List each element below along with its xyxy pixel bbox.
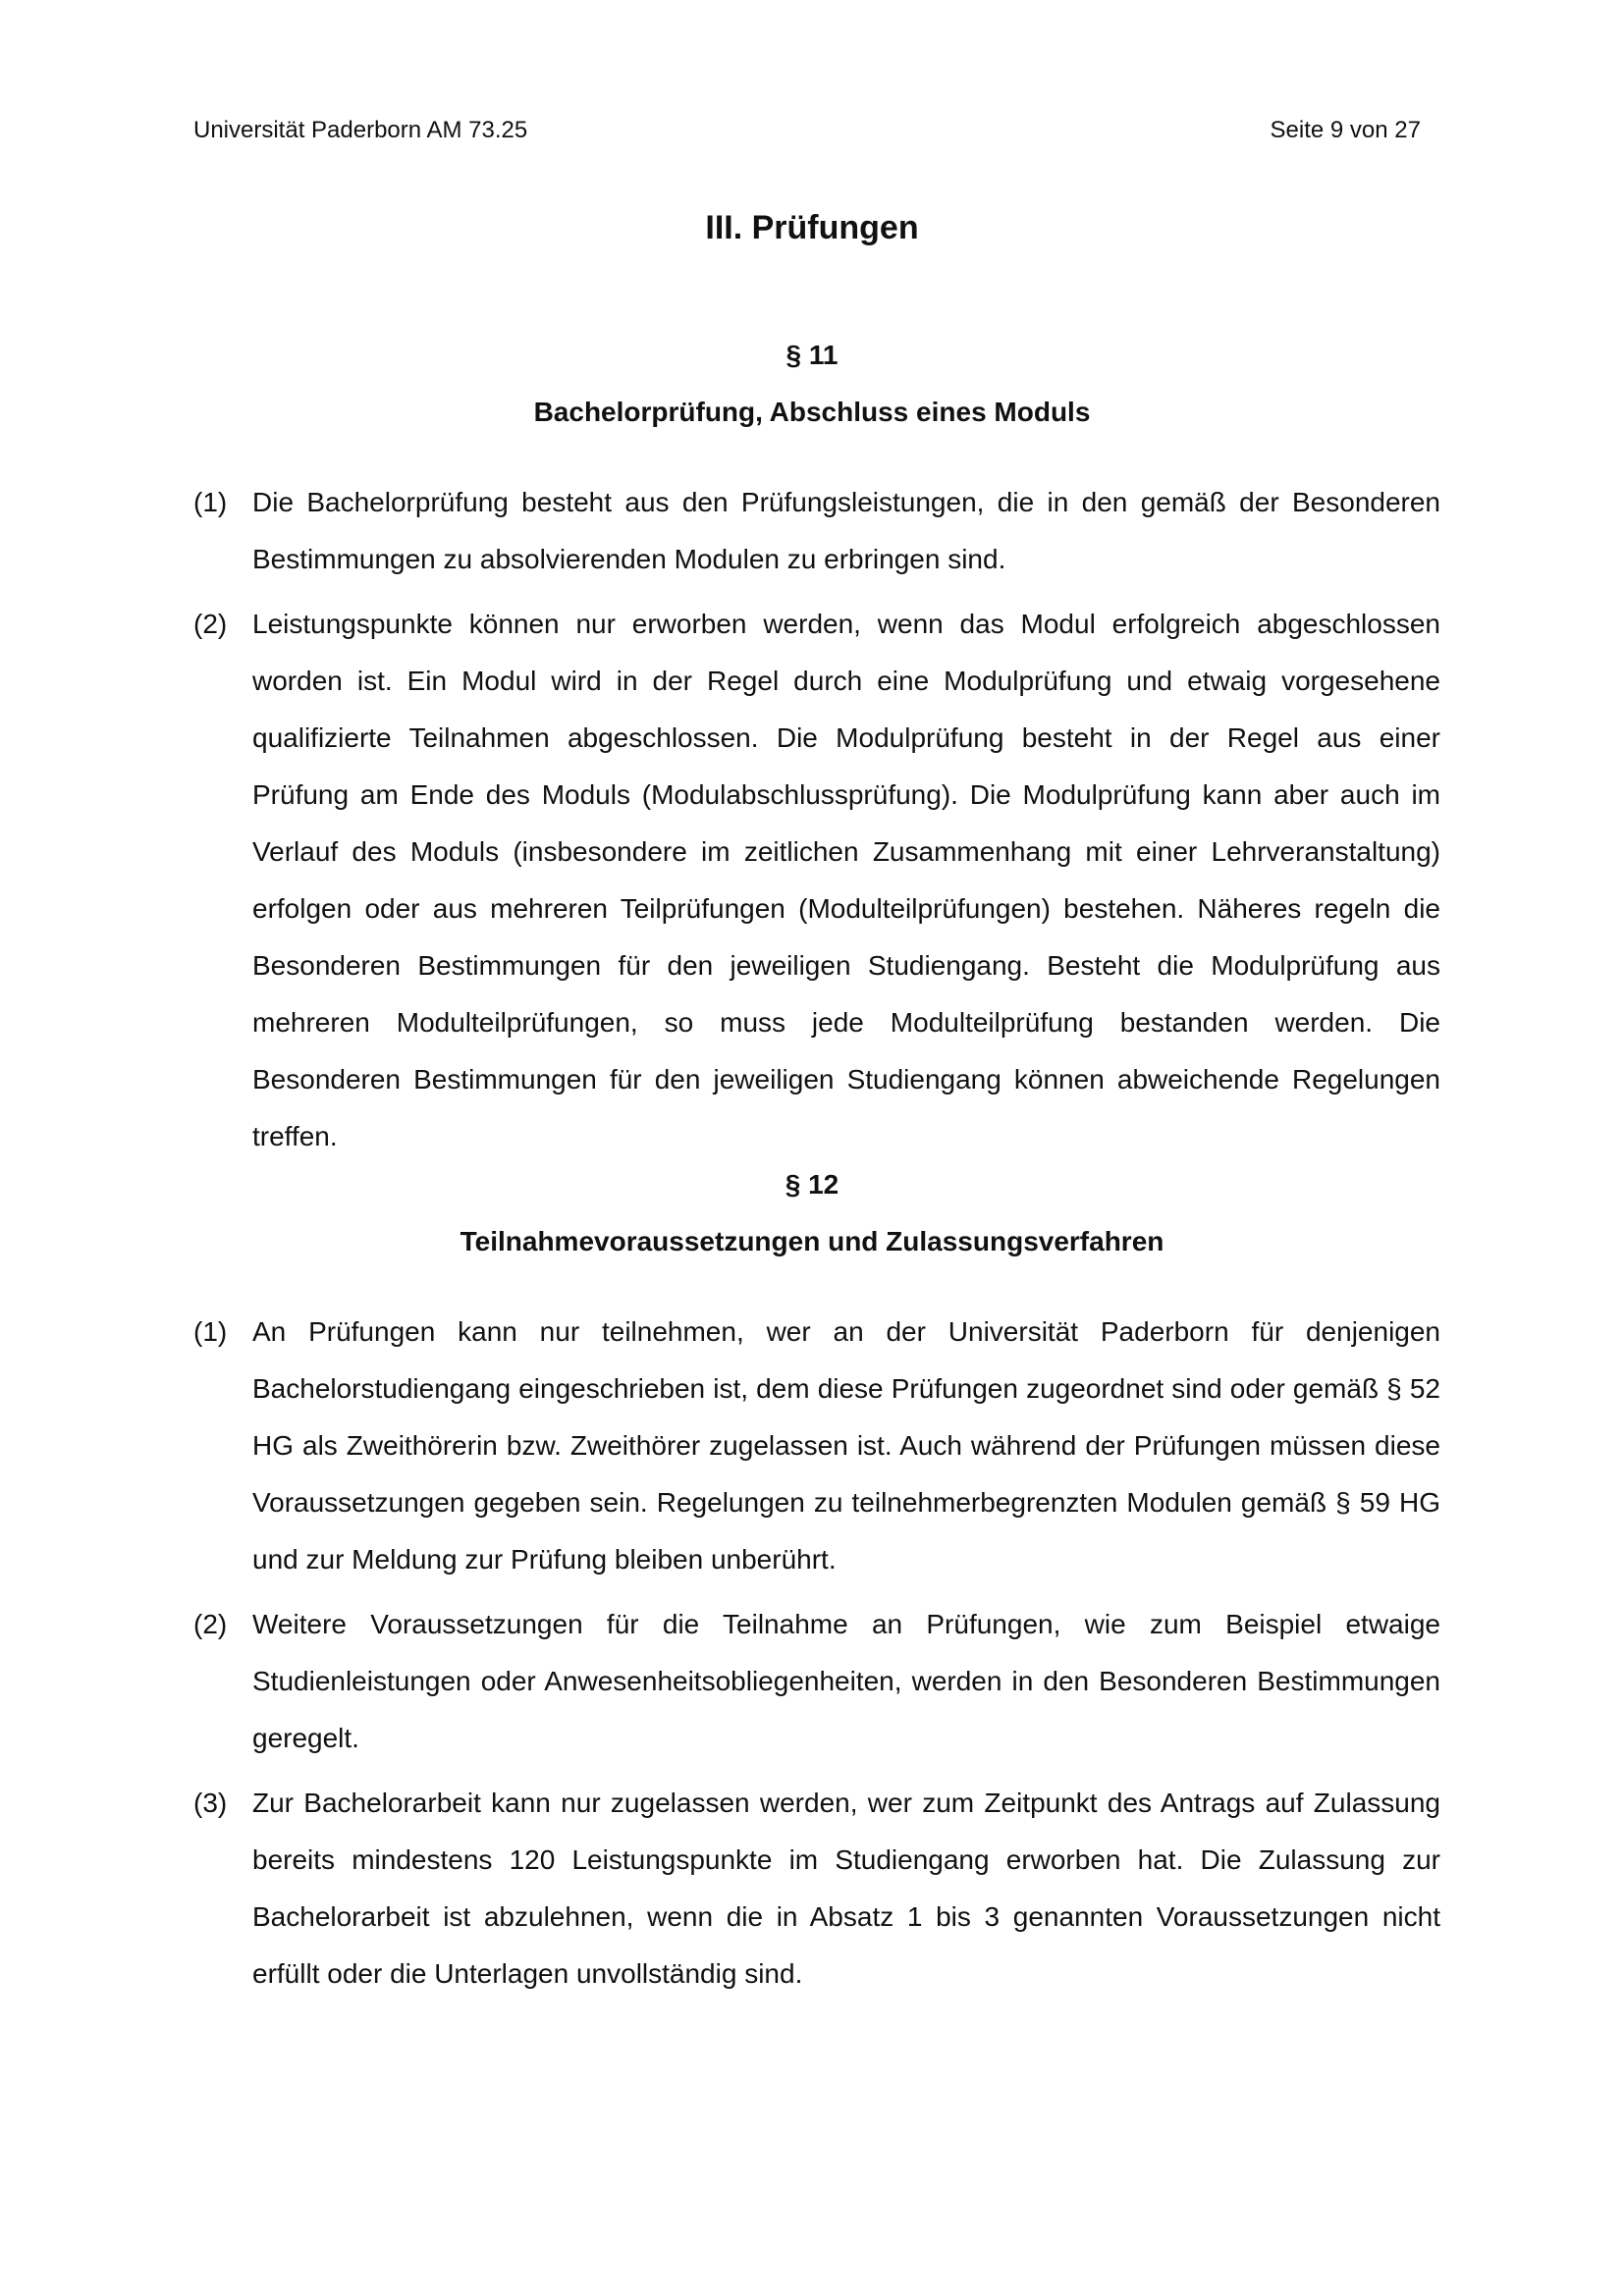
section-11-paragraph-1	[193, 474, 1440, 588]
page-number: Seite 9 von 27	[1270, 117, 1421, 143]
paragraph-number: (2)	[193, 1609, 228, 1639]
chapter-title: III. Prüfungen	[705, 209, 919, 246]
section-12-title: Teilnahmevoraussetzungen und Zulassungsverfahren	[460, 1226, 1164, 1256]
section-12-paragraph-3	[193, 1775, 1440, 2002]
paragraph-text: Weitere Voraussetzungen für die Teilnahme an Prüfungen, wie zum Beispiel etwaige Studienleistungen oder Anwesenheitsobliegenheiten, werden in den Besonderen Bestimmungen geregelt.	[252, 1609, 1440, 1753]
paragraph-number: (1)	[193, 487, 228, 517]
page-header	[193, 114, 1421, 147]
paragraph-text: Zur Bachelorarbeit kann nur zugelassen werden, wer zum Zeitpunkt des Antrags auf Zulassung bereits mindestens 120 Leistungspunkte im Studiengang erworben hat. Die Zulassung zur Bachelorarbeit ist abzulehnen, wenn die in Absatz 1 bis 3 genannten Voraussetzungen nicht erfüllt oder die Unterlagen unvollständig sind.	[252, 1788, 1440, 1989]
paragraph-number: (2)	[193, 609, 228, 639]
paragraph-text: Die Bachelorprüfung besteht aus den Prüfungsleistungen, die in den gemäß der Besonderen Bestimmungen zu absolvierenden Modulen zu erbringen sind.	[252, 487, 1440, 574]
section-12-paragraphs	[193, 1304, 1440, 2010]
paragraph-text: An Prüfungen kann nur teilnehmen, wer an der Universität Paderborn für denjenigen Bachelorstudiengang eingeschrieben ist, dem diese Prüfungen zugeordnet sind oder gemäß § 52 HG als Zweithörerin bzw. Zweithörer zugelassen ist. Auch während der Prüfungen müssen diese Voraussetzungen gegeben sein. Regelungen zu teilnehmerbegrenzten Modulen gemäß § 59 HG und zur Meldung zur Prüfung bleiben unberührt.	[252, 1316, 1440, 1575]
paragraph-number: (3)	[193, 1788, 228, 1818]
section-12-number: § 12	[785, 1169, 839, 1200]
section-11-number: § 11	[785, 340, 839, 370]
paragraph-text: Leistungspunkte können nur erworben werden, wenn das Modul erfolgreich abgeschlossen worden ist. Ein Modul wird in der Regel durch eine Modulprüfung und etwaig vorgesehene qualifizierte Teilnahmen abgeschlossen. Die Modulprüfung besteht in der Regel aus einer Prüfung am Ende des Moduls (Modulabschlussprüfung). Die Modulprüfung kann aber auch im Verlauf des Moduls (insbesondere im zeitlichen Zusammenhang mit einer Lehrveranstaltung) erfolgen oder aus mehreren Teilprüfungen (Modulteilprüfungen) bestehen. Näheres regeln die Besonderen Bestimmungen für den jeweiligen Studiengang. Besteht die Modulprüfung aus mehreren Modulteilprüfungen, so muss jede Modulteilprüfung bestanden werden. Die Besonderen Bestimmungen für den jeweiligen Studiengang können abweichende Regelungen treffen.	[252, 609, 1440, 1151]
paragraph-number: (1)	[193, 1316, 228, 1347]
section-11-paragraph-2	[193, 596, 1440, 1165]
section-11-title: Bachelorprüfung, Abschluss eines Moduls	[533, 397, 1091, 427]
section-12-paragraph-1	[193, 1304, 1440, 1588]
document-reference: Universität Paderborn AM 73.25	[193, 117, 528, 143]
section-11-paragraphs	[193, 474, 1440, 1173]
section-12-paragraph-2	[193, 1596, 1440, 1767]
